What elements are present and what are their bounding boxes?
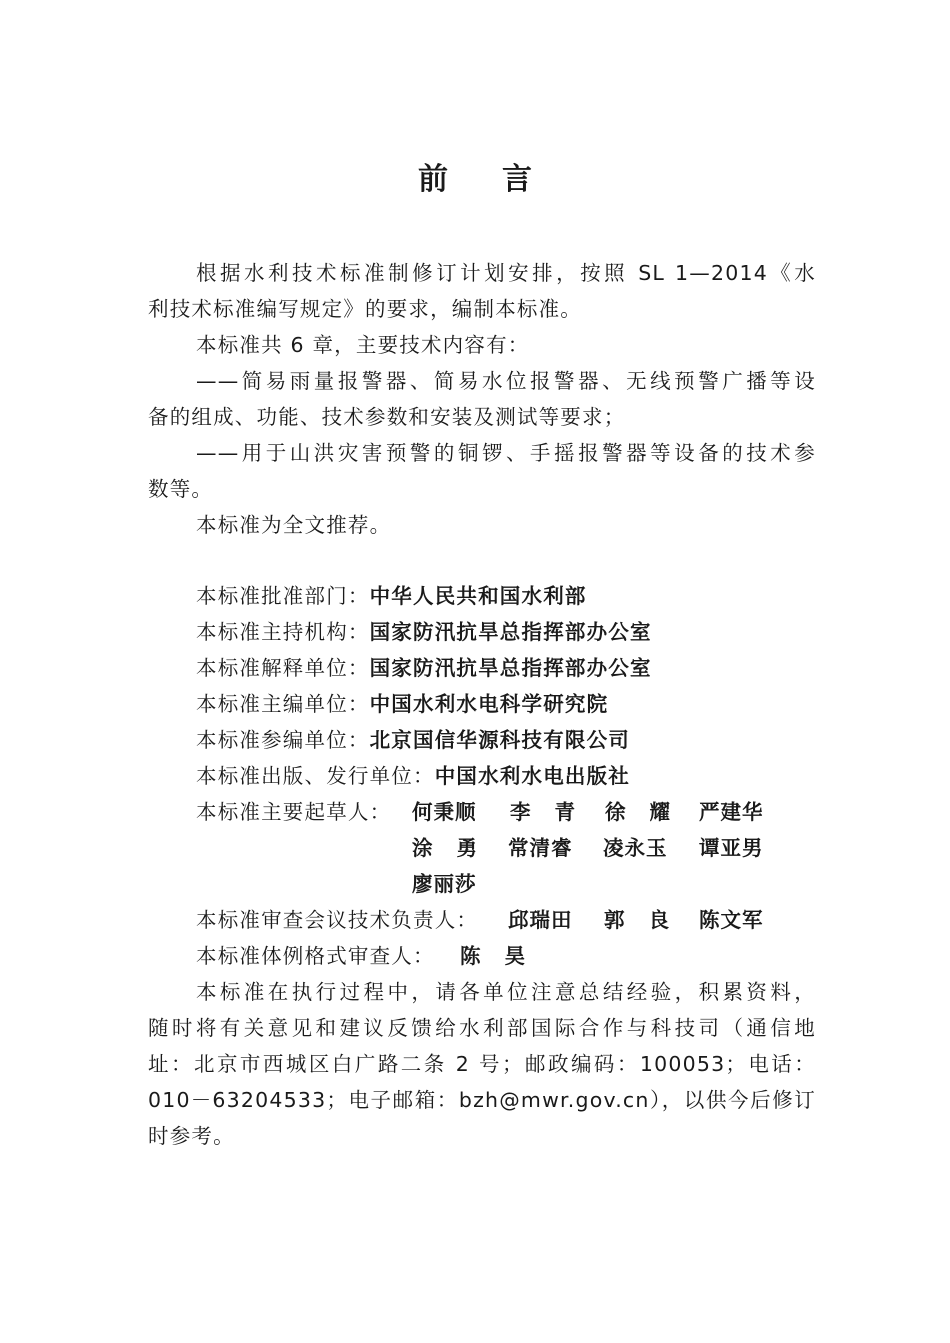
co-editor-label: 本标准参编单位： xyxy=(196,728,370,752)
host-label: 本标准主持机构： xyxy=(196,620,370,644)
paragraph-line: 本标准共 6 章，主要技术内容有： xyxy=(196,333,530,357)
closing-line: 随时将有关意见和建议反馈给水利部国际合作与科技司（通信地 xyxy=(148,1016,816,1040)
drafter-name: 常清睿 xyxy=(508,836,573,860)
paragraph-line: 根据水利技术标准制修订计划安排，按照 SL 1—2014《水 xyxy=(196,261,816,285)
list-item-line: 备的组成、功能、技术参数和安装及测试等要求； xyxy=(148,405,626,429)
host-value: 国家防汛抗旱总指挥部办公室 xyxy=(369,620,652,644)
paragraph-line: 本标准为全文推荐。 xyxy=(196,513,392,537)
list-item-line: ——简易雨量报警器、简易水位报警器、无线预警广播等设 xyxy=(196,369,816,393)
interpreter-label: 本标准解释单位： xyxy=(196,656,370,680)
reviewer-name: 邱瑞田 xyxy=(508,908,573,932)
review-label: 本标准审查会议技术负责人： xyxy=(196,908,479,932)
interpreter-value: 国家防汛抗旱总指挥部办公室 xyxy=(369,656,652,680)
interpreter-row xyxy=(196,650,652,686)
page-title: 前言 xyxy=(418,162,586,197)
drafter-name: 严建华 xyxy=(699,800,764,824)
list-item-line: ——用于山洪灾害预警的铜锣、手摇报警器等设备的技术参 xyxy=(196,441,816,465)
approver-row xyxy=(196,578,587,614)
chief-editor-label: 本标准主编单位： xyxy=(196,692,370,716)
drafter-name: 徐耀 xyxy=(605,800,694,824)
approver-value: 中华人民共和国水利部 xyxy=(369,584,587,608)
drafter-name: 廖丽莎 xyxy=(412,872,477,896)
drafter-name: 涂勇 xyxy=(412,836,501,860)
reviewer-name: 陈文军 xyxy=(699,908,764,932)
host-row xyxy=(196,614,652,650)
publisher-label: 本标准出版、发行单位： xyxy=(196,764,435,788)
list-item-line: 数等。 xyxy=(148,477,214,501)
drafter-name: 李青 xyxy=(510,800,599,824)
approver-label: 本标准批准部门： xyxy=(196,584,370,608)
drafter-name: 何秉顺 xyxy=(412,800,477,824)
drafter-name: 凌永玉 xyxy=(603,836,668,860)
closing-line: 时参考。 xyxy=(148,1124,235,1148)
reviewer-name: 郭良 xyxy=(604,908,693,932)
format-reviewer-name: 陈昊 xyxy=(460,944,549,968)
publisher-row xyxy=(196,758,630,794)
drafters-label: 本标准主要起草人： xyxy=(196,800,392,824)
closing-line: 010－63204533；电子邮箱：bzh@mwr.gov.cn），以供今后修订 xyxy=(148,1088,816,1112)
closing-line: 本标准在执行过程中，请各单位注意总结经验，积累资料， xyxy=(196,980,816,1004)
publisher-value: 中国水利水电出版社 xyxy=(434,764,631,788)
chief-editor-value: 中国水利水电科学研究院 xyxy=(369,692,609,716)
drafter-name: 谭亚男 xyxy=(699,836,764,860)
format-label: 本标准体例格式审查人： xyxy=(196,944,435,968)
co-editor-value: 北京国信华源科技有限公司 xyxy=(369,728,631,752)
paragraph-line: 利技术标准编写规定》的要求，编制本标准。 xyxy=(148,297,582,321)
chief-editor-row xyxy=(196,686,608,722)
closing-line: 址：北京市西城区白广路二条 2 号；邮政编码：100053；电话： xyxy=(148,1052,816,1076)
co-editor-row xyxy=(196,722,630,758)
